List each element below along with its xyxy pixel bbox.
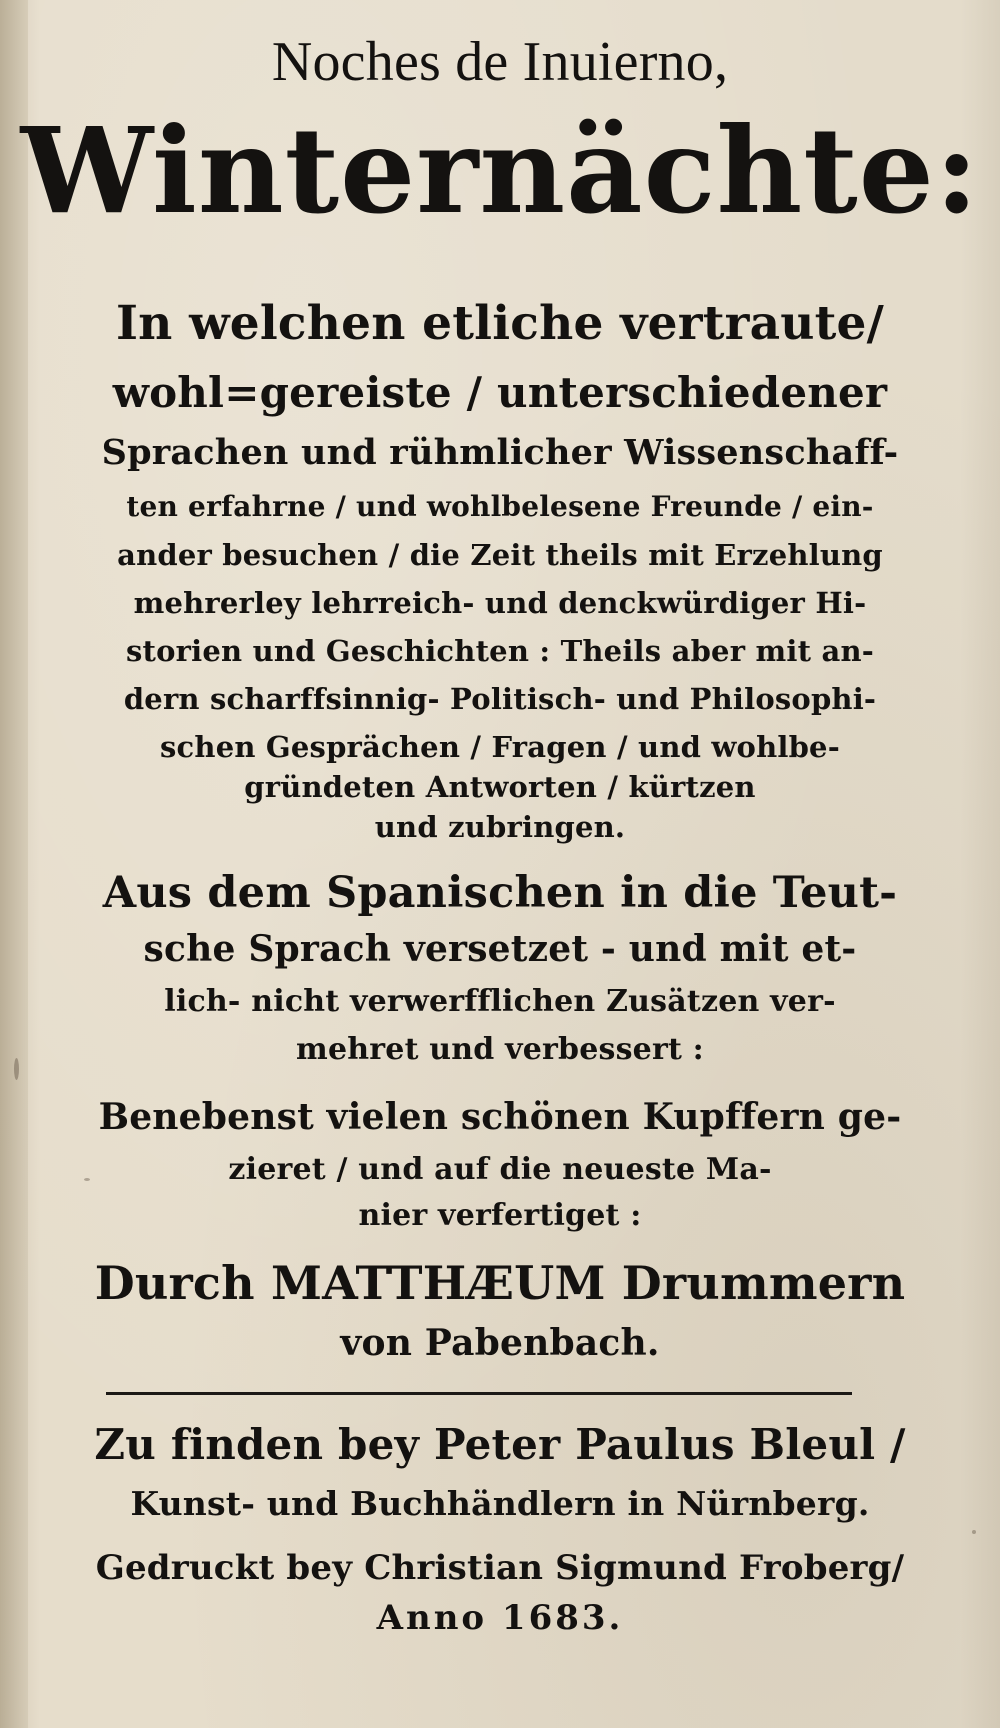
description-line-7: storien und Geschichten : Theils aber mit an-: [126, 634, 874, 668]
description-line-2: wohl=gereiste / unterschiedener: [112, 368, 888, 417]
illustrations-line-1: Benebenst vielen schönen Kupffern ge-: [98, 1096, 902, 1138]
imprint-line-1: Zu finden bey Peter Paulus Bleul /: [94, 1420, 906, 1469]
spanish-title: Noches de Inuierno,: [271, 31, 729, 93]
translation-line-2: sche Sprach versetzet - und mit et-: [143, 928, 857, 970]
translation-line-3: lich- nicht verwerfflichen Zusätzen ver-: [164, 984, 836, 1019]
description-line-8: dern scharffsinnig- Politisch- und Philosophi-: [123, 682, 877, 716]
german-title: Winternächte:: [20, 101, 980, 240]
imprint-line-3: Gedruckt bey Christian Sigmund Froberg/: [95, 1548, 905, 1588]
description-line-10: gründeten Antworten / kürtzen: [244, 770, 756, 804]
description-line-9: schen Gesprächen / Fragen / und wohlbe-: [160, 730, 840, 764]
description-line-11: und zubringen.: [374, 810, 626, 844]
author-line-1: Durch MATTHÆUM Drummern: [94, 1256, 906, 1310]
description-line-6: mehrerley lehrreich- und denckwürdiger Hi-: [133, 586, 867, 620]
description-line-4: ten erfahrne / und wohlbelesene Freunde / ein-: [126, 490, 874, 523]
imprint-line-2: Kunst- und Buchhändlern in Nürnberg.: [130, 1484, 870, 1523]
description-line-3: Sprachen und rühmlicher Wissenschaff-: [101, 432, 899, 473]
horizontal-rule: [106, 1392, 852, 1395]
author-line-2: von Pabenbach.: [340, 1322, 660, 1364]
paper-speck: [972, 1530, 976, 1534]
description-line-5: ander besuchen / die Zeit theils mit Erzehlung: [117, 538, 883, 572]
illustrations-line-2: zieret / und auf die neueste Ma-: [228, 1152, 772, 1187]
imprint-line-4: Anno 1683.: [376, 1598, 624, 1638]
translation-line-4: mehret und verbessert :: [296, 1032, 704, 1067]
illustrations-line-3: nier verfertiget :: [358, 1198, 642, 1233]
description-line-1: In welchen etliche vertraute/: [116, 296, 884, 351]
translation-line-1: Aus dem Spanischen in die Teut-: [102, 868, 898, 918]
